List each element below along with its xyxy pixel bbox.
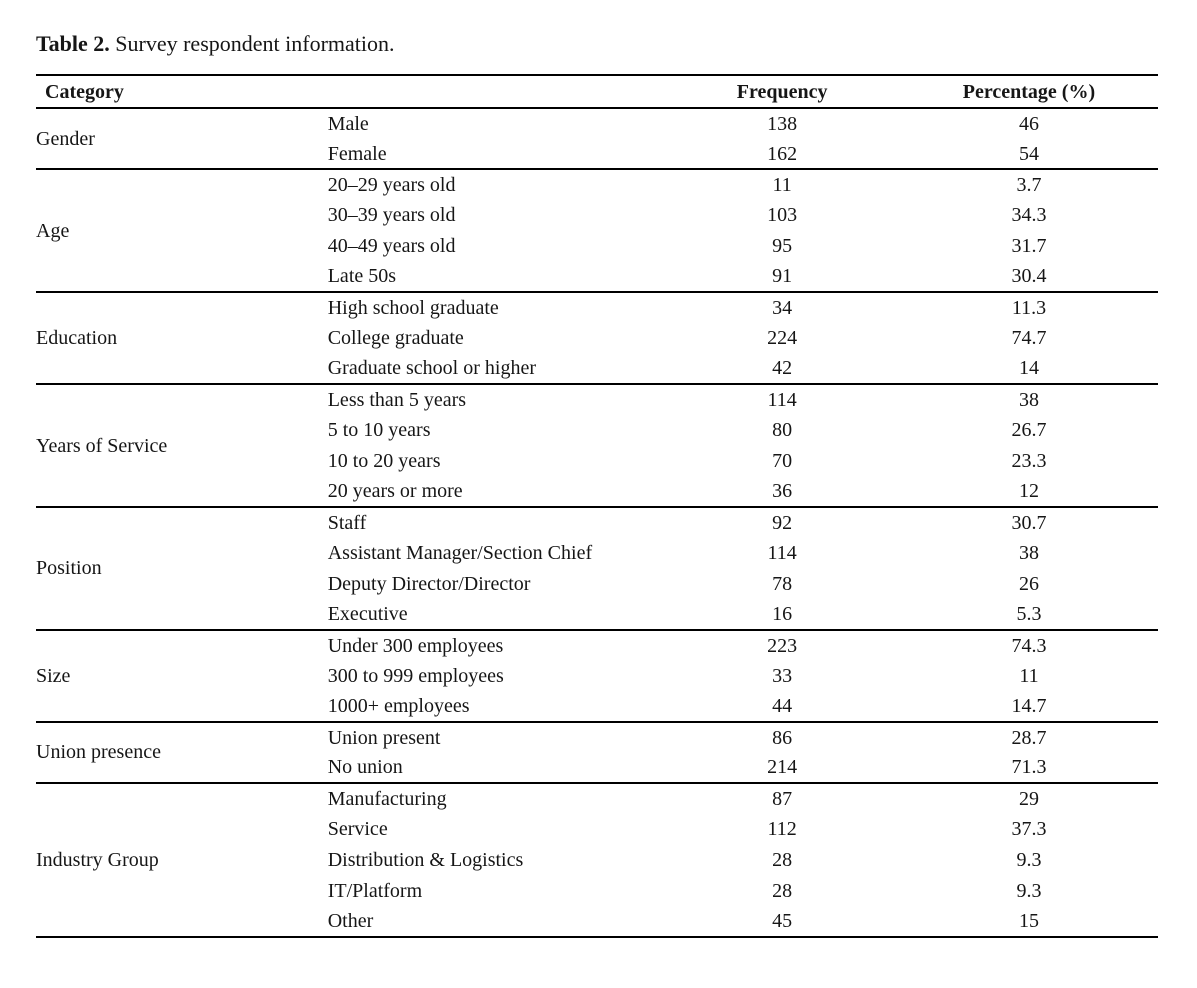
- category-cell: Age: [36, 169, 328, 292]
- frequency-cell: 78: [772, 572, 793, 595]
- frequency-cell: 16: [772, 602, 793, 625]
- frequency-cell: 36: [772, 480, 793, 503]
- subcategory-cell: Assistant Manager/Section Chief: [327, 541, 593, 564]
- subcategory-cell: 300 to 999 employees: [327, 664, 504, 687]
- subcategory-cell: College graduate: [327, 327, 464, 350]
- percentage-cell: 46: [900, 108, 1158, 139]
- percentage-cell: 26: [1018, 572, 1039, 595]
- category-cell: Education: [36, 292, 328, 384]
- table-row: [36, 108, 1158, 139]
- table-caption-label: Table 2.: [36, 31, 110, 56]
- percentage-cell: 29: [900, 783, 1158, 814]
- percentage-cell: 38: [1018, 541, 1039, 564]
- table-caption: [36, 31, 395, 57]
- table-row: [36, 507, 1158, 538]
- frequency-cell: 28: [772, 848, 793, 871]
- frequency-cell: 214: [767, 756, 798, 779]
- percentage-cell: 11: [1019, 664, 1039, 687]
- subcategory-cell: Manufacturing: [328, 783, 665, 814]
- subcategory-cell: Other: [327, 909, 374, 932]
- frequency-cell: 95: [772, 235, 793, 258]
- frequency-cell: 223: [664, 630, 900, 661]
- percentage-cell: 74.7: [1011, 327, 1047, 350]
- subcategory-cell: No union: [327, 756, 403, 779]
- subcategory-cell: IT/Platform: [327, 879, 423, 902]
- table-row: [36, 630, 1158, 661]
- subcategory-cell: 5 to 10 years: [327, 419, 431, 442]
- percentage-cell: 74.3: [900, 630, 1158, 661]
- frequency-cell: 87: [664, 783, 900, 814]
- frequency-cell: 42: [772, 357, 793, 380]
- category-cell: Years of Service: [36, 384, 328, 507]
- category-cell: Industry Group: [36, 783, 328, 936]
- percentage-cell: 9.3: [1016, 879, 1042, 902]
- table-row: [36, 722, 1158, 753]
- percentage-cell: 38: [900, 384, 1158, 415]
- percentage-cell: 71.3: [1011, 756, 1047, 779]
- frequency-cell: 162: [767, 142, 798, 165]
- frequency-cell: 70: [772, 449, 793, 472]
- subcategory-cell: Service: [327, 818, 388, 841]
- percentage-cell: 15: [1018, 909, 1039, 932]
- percentage-cell: 31.7: [1011, 235, 1047, 258]
- percentage-cell: 34.3: [1011, 204, 1047, 227]
- subcategory-cell: Male: [328, 108, 665, 139]
- percentage-cell: 9.3: [1016, 848, 1042, 871]
- table-header: [36, 75, 1158, 108]
- frequency-cell: 112: [767, 818, 797, 841]
- percentage-cell: 5.3: [1016, 602, 1042, 625]
- percentage-cell: 14: [1018, 357, 1039, 380]
- category-cell: Union presence: [36, 722, 328, 783]
- frequency-cell: 224: [767, 327, 798, 350]
- subcategory-cell: Union present: [328, 722, 665, 753]
- category-cell: Size: [36, 630, 328, 722]
- frequency-cell: 34: [664, 292, 900, 323]
- subcategory-cell: Less than 5 years: [328, 384, 665, 415]
- subcategory-cell: Distribution & Logistics: [327, 848, 524, 871]
- subcategory-cell: Executive: [327, 602, 408, 625]
- table-row: [36, 292, 1158, 323]
- subcategory-cell: High school graduate: [328, 292, 665, 323]
- percentage-cell: 14.7: [1011, 694, 1047, 717]
- table-row: [36, 783, 1158, 814]
- subcategory-cell: 30–39 years old: [327, 204, 456, 227]
- header-row: [36, 75, 1158, 108]
- frequency-cell: 114: [767, 541, 797, 564]
- category-cell: Gender: [36, 108, 328, 169]
- subcategory-cell: 1000+ employees: [327, 694, 470, 717]
- percentage-cell: 3.7: [900, 169, 1158, 200]
- subcategory-cell: Under 300 employees: [328, 630, 665, 661]
- frequency-cell: 45: [772, 909, 793, 932]
- frequency-cell: 11: [664, 169, 900, 200]
- percentage-cell: 28.7: [900, 722, 1158, 753]
- table-body: [36, 108, 1158, 937]
- percentage-cell: 12: [1018, 480, 1039, 503]
- percentage-cell: 30.4: [1011, 265, 1047, 288]
- subcategory-cell: Female: [327, 142, 387, 165]
- table-caption-text: Survey respondent information.: [109, 31, 395, 56]
- subcategory-cell: Deputy Director/Director: [327, 572, 531, 595]
- frequency-cell: 114: [664, 384, 900, 415]
- survey-table: [36, 74, 1158, 938]
- frequency-cell: 86: [664, 722, 900, 753]
- subcategory-cell: Graduate school or higher: [327, 357, 536, 380]
- frequency-cell: 103: [767, 204, 798, 227]
- frequency-cell: 44: [772, 694, 793, 717]
- frequency-cell: 28: [772, 879, 793, 902]
- subcategory-cell: Staff: [328, 507, 665, 538]
- subcategory-cell: 40–49 years old: [327, 235, 456, 258]
- percentage-cell: 54: [1018, 142, 1039, 165]
- percentage-cell: 37.3: [1011, 818, 1047, 841]
- subcategory-cell: 10 to 20 years: [327, 449, 441, 472]
- percentage-cell: 30.7: [900, 507, 1158, 538]
- frequency-cell: 91: [772, 265, 793, 288]
- table-row: [36, 384, 1158, 415]
- header-percentage: Percentage (%): [900, 75, 1158, 108]
- frequency-cell: 33: [772, 664, 793, 687]
- category-cell: Position: [36, 507, 328, 630]
- frequency-cell: 80: [772, 419, 793, 442]
- subcategory-cell: 20–29 years old: [328, 169, 665, 200]
- percentage-cell: 11.3: [900, 292, 1158, 323]
- subcategory-cell: Late 50s: [327, 265, 397, 288]
- frequency-cell: 92: [664, 507, 900, 538]
- subcategory-cell: 20 years or more: [327, 480, 463, 503]
- header-category: Category: [36, 75, 664, 108]
- header-frequency: Frequency: [664, 75, 900, 108]
- percentage-cell: 26.7: [1011, 419, 1047, 442]
- table-row: [36, 169, 1158, 200]
- percentage-cell: 23.3: [1011, 449, 1047, 472]
- frequency-cell: 138: [664, 108, 900, 139]
